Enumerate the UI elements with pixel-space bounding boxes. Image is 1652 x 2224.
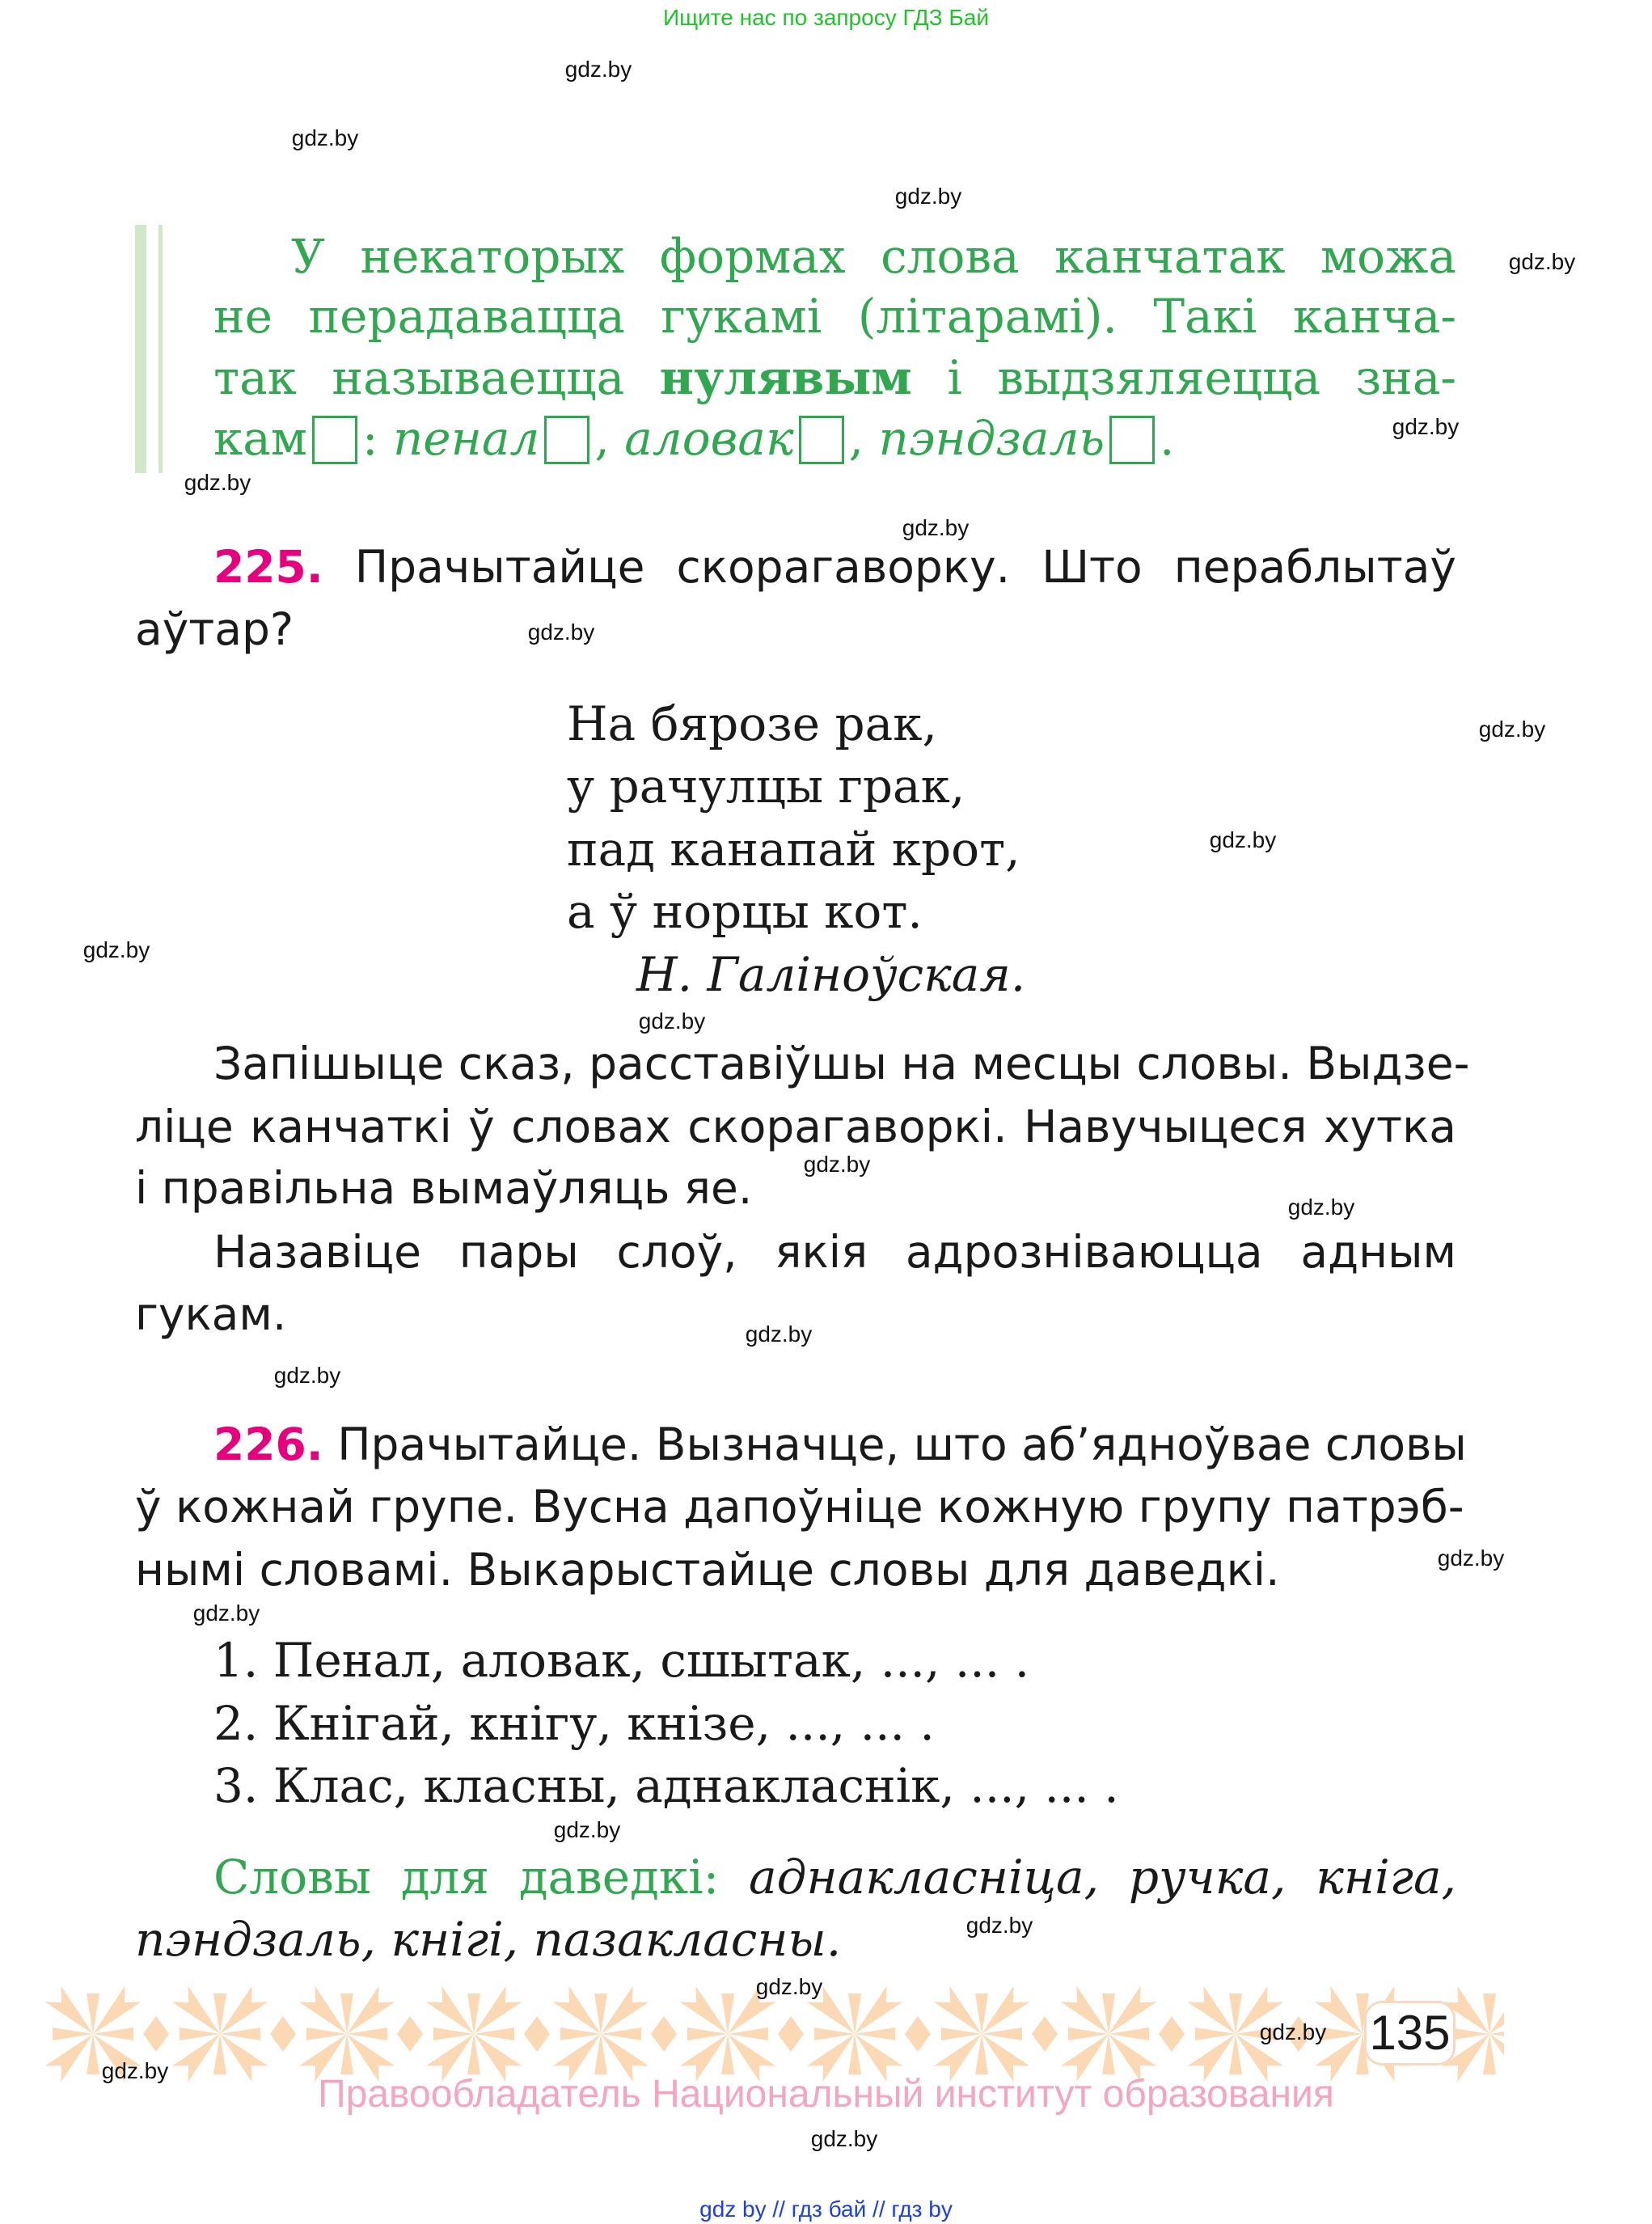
- ornament-diamond: [270, 2016, 296, 2052]
- exercise-text: Прачытайце. Вызначце, што аб’ядноўвае словы: [337, 1419, 1467, 1470]
- watermark-text: gdz.by: [527, 619, 595, 645]
- rule-bar-outer: [135, 225, 146, 473]
- rule-text: так называецца: [213, 350, 625, 405]
- ornament-star: [1061, 1986, 1157, 2082]
- watermark-text: gdz.by: [894, 184, 962, 209]
- watermark-text: gdz.by: [101, 2058, 169, 2083]
- watermark-text: gdz.by: [1287, 1194, 1355, 1220]
- ornament-star: [299, 1986, 395, 2082]
- ornament-star: [426, 1986, 522, 2082]
- task-line: і правільна вымаўляць яе.: [135, 1162, 753, 1214]
- poem-line: пад канапай крот,: [567, 822, 1020, 877]
- watermark-text: gdz.by: [1508, 249, 1576, 274]
- ornament-diamond: [1159, 2016, 1185, 2052]
- watermark-text: gdz.by: [192, 1600, 260, 1626]
- null-ending-box: [799, 416, 844, 464]
- watermark-text: gdz.by: [810, 2126, 878, 2151]
- exercise-text: Прачытайце скорагаворку. Што пераблытаў: [354, 541, 1456, 593]
- ornament-diamond: [1032, 2016, 1058, 2052]
- ornament-diamond: [524, 2016, 550, 2052]
- rule-text: і выдзяляецца зна-: [947, 350, 1457, 405]
- word-group: 3. Клас, класны, аднакласнік, ..., ... .: [213, 1758, 1119, 1813]
- ornament-diamond: [143, 2016, 169, 2052]
- exercise-226-line-1: [213, 1414, 1467, 1475]
- exercise-226-line-3: нымі словамі. Выкарыстайце словы для даведкі.: [135, 1544, 1280, 1596]
- ornament-diamond: [905, 2016, 931, 2052]
- example-word: аловак: [624, 411, 794, 466]
- colon: :: [361, 411, 378, 466]
- hint-words: аднакласніца, ручка, кніга,: [749, 1850, 1456, 1905]
- ornament-star: [680, 1986, 776, 2082]
- watermark-text: gdz.by: [564, 57, 632, 82]
- task-line: гукам.: [135, 1288, 287, 1340]
- rule-bar-inner: [158, 225, 163, 473]
- rule-term-bold: нулявым: [659, 350, 912, 405]
- watermark-text: gdz.by: [291, 125, 359, 150]
- task-line: ліце канчаткі ў словах скорагаворкі. Навучыцеся хутка: [135, 1101, 1456, 1152]
- ornament-diamond: [397, 2016, 423, 2052]
- watermark-text: gdz.by: [1259, 2019, 1327, 2044]
- top-banner-link[interactable]: Ищите нас по запросу ГДЗ Бай: [662, 5, 990, 30]
- exercise-number: 226.: [213, 1419, 323, 1470]
- watermark-text: gdz.by: [273, 1363, 341, 1388]
- rule-text: кам: [213, 411, 307, 466]
- null-ending-box: [312, 416, 357, 464]
- ornament-star: [934, 1986, 1030, 2082]
- poem-line: На бярозе рак,: [567, 696, 937, 751]
- rule-line-2: не перадавацца гукамі (літарамі). Такі канча-: [213, 289, 1456, 344]
- watermark-text: gdz.by: [1392, 414, 1460, 439]
- watermark-text: gdz.by: [82, 937, 150, 962]
- page-number: 135: [1364, 2001, 1456, 2065]
- copyright-notice: Правообладатель Национальный институт образования: [318, 2073, 1334, 2116]
- watermark-text: gdz.by: [184, 470, 251, 495]
- watermark-text: gdz.by: [1478, 717, 1546, 742]
- example-word: пенал: [392, 411, 540, 466]
- comma: ,: [594, 411, 610, 466]
- exercise-225-line-1: [213, 536, 1456, 598]
- watermark-text: gdz.by: [1437, 1545, 1505, 1571]
- ornament-star: [553, 1986, 649, 2082]
- hint-line-2: пэндзаль, кнігі, пазакласны.: [135, 1912, 842, 1967]
- null-ending-box: [1109, 416, 1155, 464]
- task-line: Запішыце сказ, расставіўшы на месцы словы. Выдзе-: [213, 1038, 1470, 1089]
- watermark-text: gdz.by: [1209, 827, 1277, 852]
- footer-links[interactable]: gdz by // гдз бай // гдз by: [699, 2197, 953, 2222]
- watermark-text: gdz.by: [553, 1817, 621, 1842]
- watermark-text: gdz.by: [755, 1974, 823, 1999]
- rule-line-4: [213, 408, 1313, 469]
- ornament-star: [807, 1986, 903, 2082]
- exercise-number: 225.: [213, 541, 323, 593]
- poem-author: Н. Галіноўская.: [636, 947, 1026, 1002]
- word-group: 1. Пенал, аловак, сшытак, ..., ... .: [213, 1633, 1030, 1688]
- ornament-diamond: [651, 2016, 677, 2052]
- poem-line: а ў норцы кот.: [567, 884, 923, 939]
- watermark-text: gdz.by: [745, 1321, 813, 1347]
- null-ending-box: [544, 416, 589, 464]
- watermark-text: gdz.by: [902, 515, 970, 540]
- watermark-text: gdz.by: [965, 1913, 1033, 1938]
- example-word: пэндзаль: [878, 411, 1105, 466]
- exercise-226-line-2: ў кожнай групе. Вусна дапоўніце кожную групу патрэб-: [135, 1481, 1464, 1533]
- ornament-star: [172, 1986, 268, 2082]
- poem-line: у рачулцы грак,: [567, 759, 965, 814]
- exercise-225-line-2: аўтар?: [135, 603, 294, 655]
- rule-line-1: У некаторых формах слова канчатак можа: [291, 229, 1456, 284]
- hint-line-1: [213, 1846, 1456, 1908]
- watermark-text: gdz.by: [638, 1008, 706, 1034]
- hint-label: Словы для даведкі:: [213, 1850, 720, 1905]
- comma: ,: [848, 411, 864, 466]
- rule-line-3: [213, 347, 1456, 408]
- word-group: 2. Кнігай, кнігу, кнізе, ..., ... .: [213, 1696, 935, 1751]
- period: .: [1160, 411, 1175, 466]
- task-line: Назавіце пары слоў, якія адрозніваюцца адным: [213, 1226, 1456, 1278]
- ornament-diamond: [778, 2016, 804, 2052]
- watermark-text: gdz.by: [803, 1152, 871, 1177]
